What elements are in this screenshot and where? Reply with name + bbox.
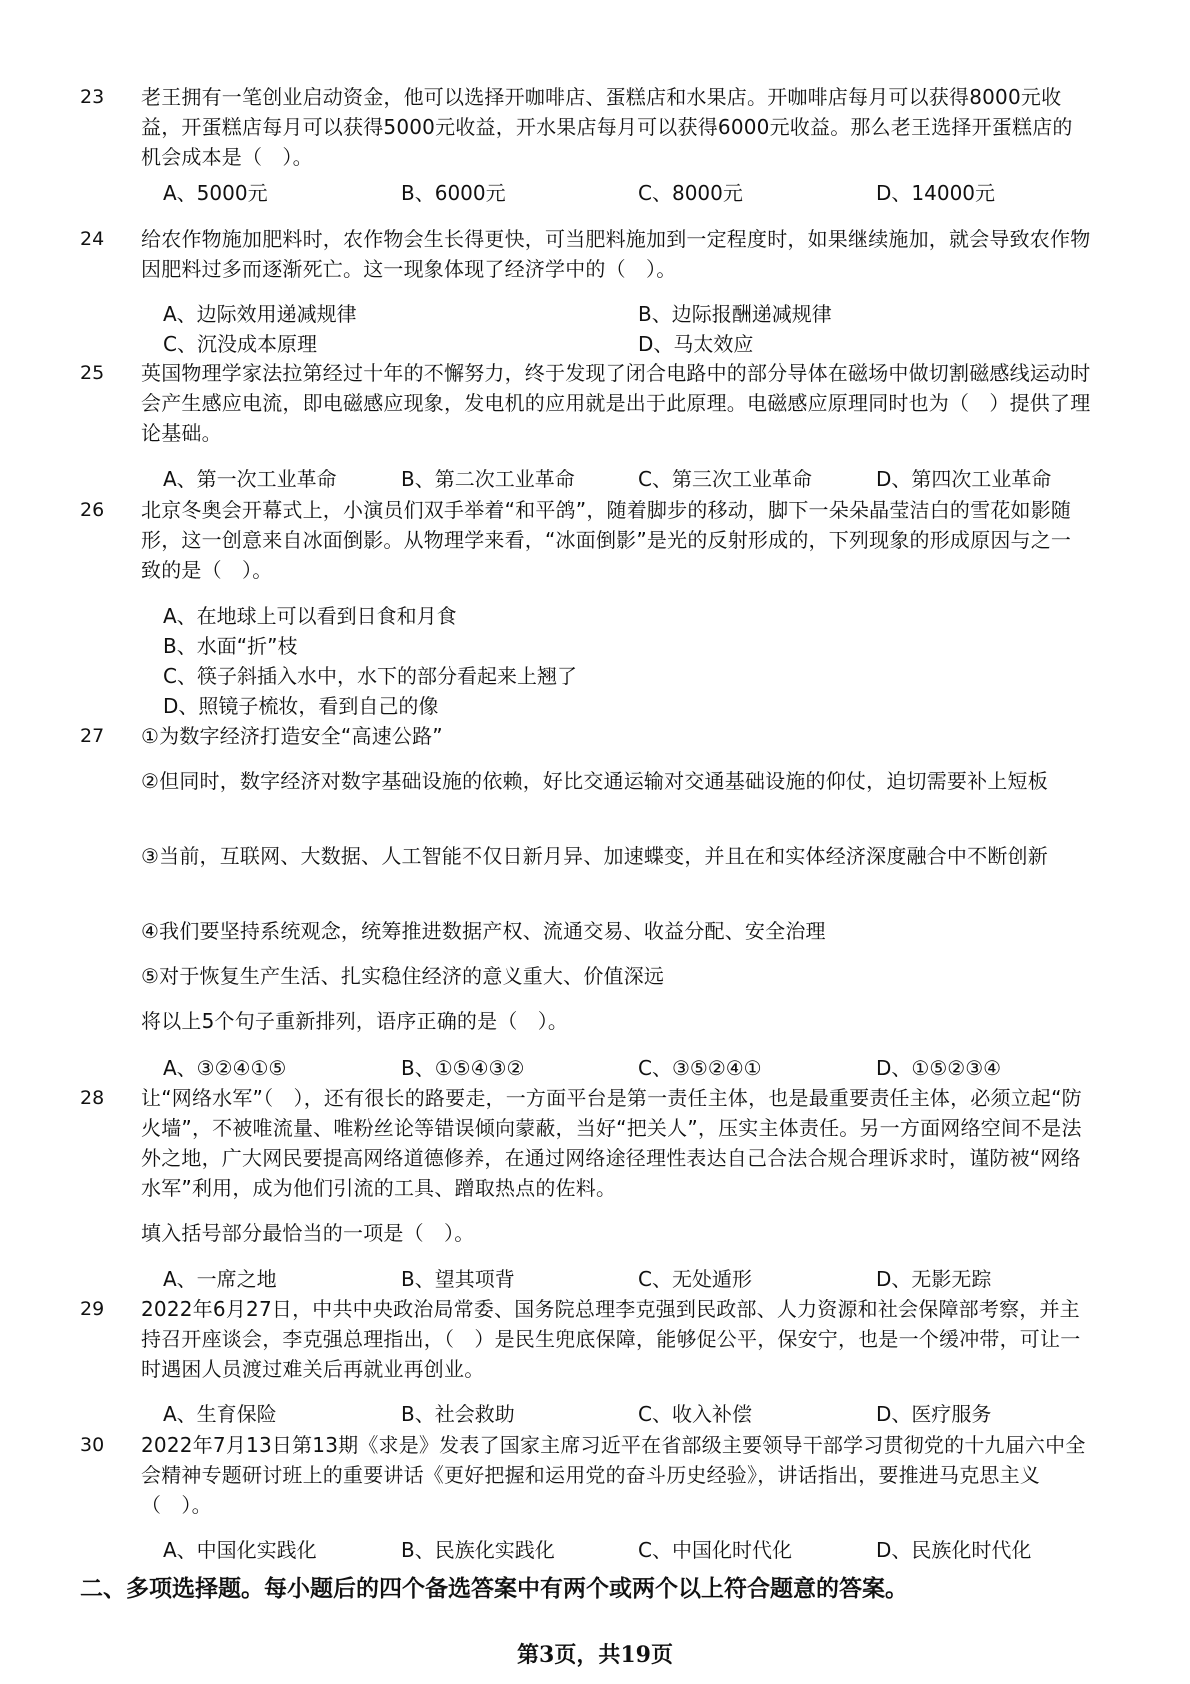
question-text: 2022年7月13日第13期《求是》发表了国家主席习近平在省部级主要领导干部学习贯彻党的十九届六中全会精神专题研讨班上的重要讲话《更好把握和运用党的奋斗历史经验》，讲话指出，要推进马克思主义（ ）。: [141, 1433, 1086, 1517]
option-c: C、无处遁形: [638, 1267, 752, 1291]
section-heading: 二、多项选择题。每小题后的四个备选答案中有两个或两个以上符合题意的答案。: [80, 1575, 908, 1602]
question-text: 让“网络水军”（ ），还有很长的路要走，一方面平台是第一责任主体，也是最重要责任主体，必须立起“防火墙”，不被唯流量、唯粉丝论等错误倾向蒙蔽，当好“把关人”，压实主体责任。另一方面网络空间不是法外之地，广大网民要提高网络道德修养，在通过网络途径理性表达自己合法合规合理诉求时，谨防被“网络水军”利用，成为他们引流的工具、蹭取热点的佐料。: [141, 1086, 1082, 1200]
option-c: C、第三次工业革命: [638, 467, 812, 491]
option-c: C、沉没成本原理: [163, 332, 317, 356]
option-a: A、5000元: [163, 181, 268, 205]
sentence-5: ⑤对于恢复生产生活、扎实稳住经济的意义重大、价值深远: [141, 964, 665, 988]
question-number: 24: [80, 228, 105, 250]
option-c: C、中国化时代化: [638, 1538, 792, 1562]
question-text: 给农作物施加肥料时，农作物会生长得更快，可当肥料施加到一定程度时，如果继续施加，就会导致农作物因肥料过多而逐渐死亡。这一现象体现了经济学中的（ ）。: [141, 227, 1091, 281]
option-b: B、6000元: [401, 181, 506, 205]
option-a: A、边际效用递减规律: [163, 302, 357, 326]
option-d: D、14000元: [876, 181, 996, 205]
question-number: 27: [80, 725, 105, 747]
option-b: B、望其项背: [401, 1267, 515, 1291]
option-a: A、一席之地: [163, 1267, 277, 1291]
question-text: 北京冬奥会开幕式上，小演员们双手举着“和平鸽”，随着脚步的移动，脚下一朵朵晶莹洁白的雪花如影随形，这一创意来自冰面倒影。从物理学来看，“冰面倒影”是光的反射形成的，下列现象的形成原因与之一致的是（ ）。: [141, 498, 1072, 582]
option-a: A、中国化实践化: [163, 1538, 317, 1562]
question-number: 26: [80, 499, 105, 521]
question-number: 29: [80, 1298, 105, 1320]
option-c: C、8000元: [638, 181, 743, 205]
question-number: 30: [80, 1434, 105, 1456]
option-d: D、民族化时代化: [876, 1538, 1032, 1562]
sentence-1: ①为数字经济打造安全“高速公路”: [141, 724, 443, 748]
option-b: B、边际报酬递减规律: [638, 302, 832, 326]
option-b: B、民族化实践化: [401, 1538, 555, 1562]
question-text: 英国物理学家法拉第经过十年的不懈努力，终于发现了闭合电路中的部分导体在磁场中做切割磁感线运动时会产生感应电流，即电磁感应现象，发电机的应用就是出于此原理。电磁感应原理同时也为（ ）提供了理论基础。: [141, 361, 1091, 445]
question-number: 25: [80, 362, 105, 384]
sentence-2: ②但同时，数字经济对数字基础设施的依赖，好比交通运输对交通基础设施的仰仗，迫切需要补上短板: [141, 769, 1048, 793]
sentence-3: ③当前，互联网、大数据、人工智能不仅日新月异、加速蝶变，并且在和实体经济深度融合中不断创新: [141, 844, 1048, 868]
option-a: A、第一次工业革命: [163, 467, 337, 491]
option-d: D、照镜子梳妆，看到自己的像: [163, 694, 439, 718]
option-a: A、③②④①⑤: [163, 1056, 287, 1080]
question-number: 28: [80, 1087, 105, 1109]
option-a: A、在地球上可以看到日食和月食: [163, 604, 457, 628]
question-text: 老王拥有一笔创业启动资金，他可以选择开咖啡店、蛋糕店和水果店。开咖啡店每月可以获得8000元收益，开蛋糕店每月可以获得5000元收益，开水果店每月可以获得6000元收益。那么老王选择开蛋糕店的机会成本是（ ）。: [141, 85, 1073, 169]
option-d: D、无影无踪: [876, 1267, 992, 1291]
question-number: 23: [80, 86, 105, 108]
option-c: C、收入补偿: [638, 1402, 752, 1426]
option-b: B、社会救助: [401, 1402, 515, 1426]
option-b: B、第二次工业革命: [401, 467, 575, 491]
option-d: D、医疗服务: [876, 1402, 992, 1426]
option-b: B、①⑤④③②: [401, 1056, 525, 1080]
sentence-4: ④我们要坚持系统观念，统筹推进数据产权、流通交易、收益分配、安全治理: [141, 919, 826, 943]
option-b: B、水面“折”枝: [163, 634, 298, 658]
question-prompt: 填入括号部分最恰当的一项是（ ）。: [141, 1221, 475, 1245]
page-footer: 第3页，共19页: [517, 1642, 673, 1668]
option-d: D、马太效应: [638, 332, 754, 356]
option-c: C、③⑤②④①: [638, 1056, 762, 1080]
option-d: D、第四次工业革命: [876, 467, 1052, 491]
option-c: C、筷子斜插入水中，水下的部分看起来上翘了: [163, 664, 577, 688]
option-a: A、生育保险: [163, 1402, 277, 1426]
question-prompt: 将以上5个句子重新排列，语序正确的是（ ）。: [141, 1009, 569, 1033]
option-d: D、①⑤②③④: [876, 1056, 1002, 1080]
question-text: 2022年6月27日，中共中央政治局常委、国务院总理李克强到民政部、人力资源和社会保障部考察，并主持召开座谈会，李克强总理指出，（ ）是民生兜底保障，能够促公平，保安宁，也是一个缓冲带，可让一时遇困人员渡过难关后再就业再创业。: [141, 1297, 1081, 1381]
